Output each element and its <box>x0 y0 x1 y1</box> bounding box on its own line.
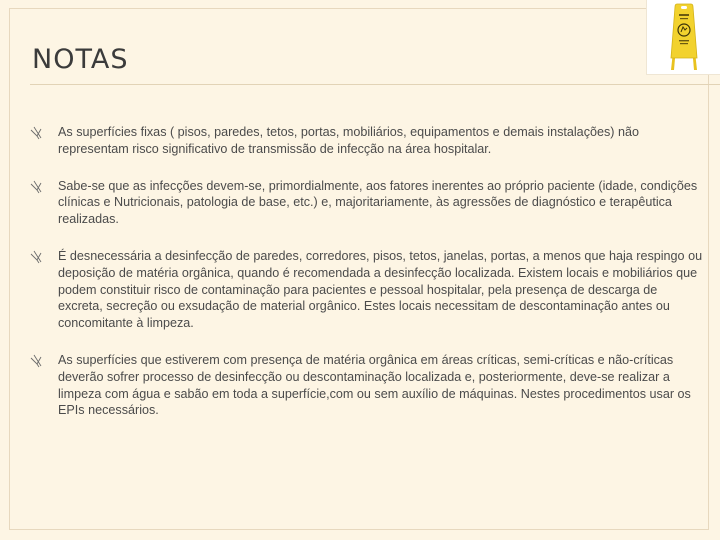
arrow-bullet-icon <box>30 250 44 264</box>
notes-list <box>30 124 710 439</box>
list-item-text: Sabe-se que as infecções devem-se, primordialmente, aos fatores inerentes ao próprio paciente (idade, condições clínicas e Nutricionais, patologia de base, etc.) e, majoritariamente, às agressões de diagnóstico e terapêutica realizadas. <box>58 178 698 227</box>
arrow-bullet-icon <box>30 354 44 368</box>
arrow-bullet-icon <box>30 126 44 140</box>
list-item <box>30 352 710 419</box>
list-item-text: É desnecessária a desinfecção de paredes, corredores, pisos, tetos, janelas, portas, a menos que haja respingo ou deposição de matéria orgânica, quando é recomendada a desinfecção localizada. Existem locais e mobiliários que podem constituir risco de contaminação para pacientes e pessoal hospitalar, pela presença de descarga de excreta, secreção ou exsudação de material orgânico. Estes locais necessitam de descontaminação antes ou concomitante à limpeza. <box>58 248 703 331</box>
list-item-text: As superfícies fixas ( pisos, paredes, tetos, portas, mobiliários, equipamentos e demais instalações) não representam risco significativo de transmissão de infecção na área hospitalar. <box>58 125 639 156</box>
list-item-text: As superfícies que estiverem com presença de matéria orgânica em áreas críticas, semi-críticas e não-críticas deverão sofrer processo de desinfecção ou descontaminação localizada e, posteriormente, deve-se realizar a limpeza com água e sabão em toda a superfície,com ou sem auxílio de máquinas. Nestes procedimentos usar os EPIs necessários. <box>58 352 691 418</box>
arrow-bullet-icon <box>30 180 44 194</box>
caution-sign-image <box>646 0 720 75</box>
title-divider <box>30 84 720 85</box>
list-item <box>30 248 710 332</box>
list-item <box>30 178 710 228</box>
slide-title: NOTAS <box>32 44 129 75</box>
list-item <box>30 124 710 158</box>
wet-floor-caution-sign-icon <box>647 0 720 74</box>
